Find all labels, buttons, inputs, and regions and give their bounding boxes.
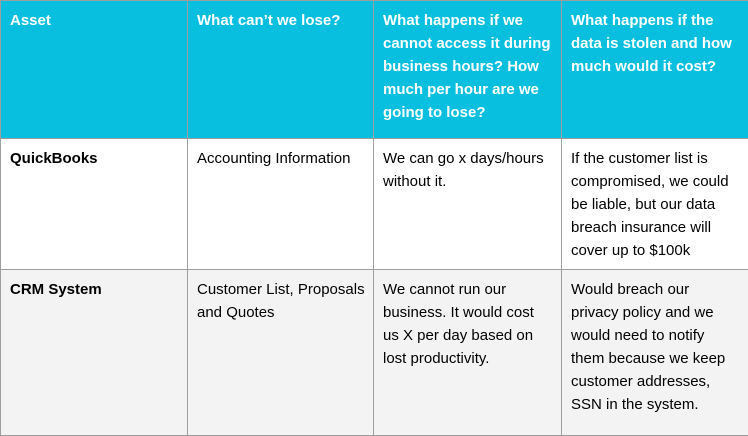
cell-access-impact: We cannot run our business. It would cost us X per day based on lost productivity. — [374, 270, 562, 436]
table-header — [1, 1, 748, 139]
header-asset: Asset — [1, 1, 188, 139]
cell-cant-lose: Accounting Information — [188, 139, 374, 270]
table-row — [1, 270, 748, 436]
table-body — [1, 139, 748, 436]
header-access-impact: What happens if we cannot access it during business hours? How much per hour are we going to lose? — [374, 1, 562, 139]
table-row — [1, 139, 748, 270]
cell-asset: CRM System — [1, 270, 188, 436]
cell-theft-impact: Would breach our privacy policy and we would need to notify them because we keep customer addresses, SSN in the system. — [562, 270, 748, 436]
cell-asset: QuickBooks — [1, 139, 188, 270]
cell-theft-impact: If the customer list is compromised, we could be liable, but our data breach insurance will cover up to $100k — [562, 139, 748, 270]
header-theft-impact: What happens if the data is stolen and how much would it cost? — [562, 1, 748, 139]
header-row — [1, 1, 748, 139]
header-cant-lose: What can’t we lose? — [188, 1, 374, 139]
cell-access-impact: We can go x days/hours without it. — [374, 139, 562, 270]
cell-cant-lose: Customer List, Proposals and Quotes — [188, 270, 374, 436]
